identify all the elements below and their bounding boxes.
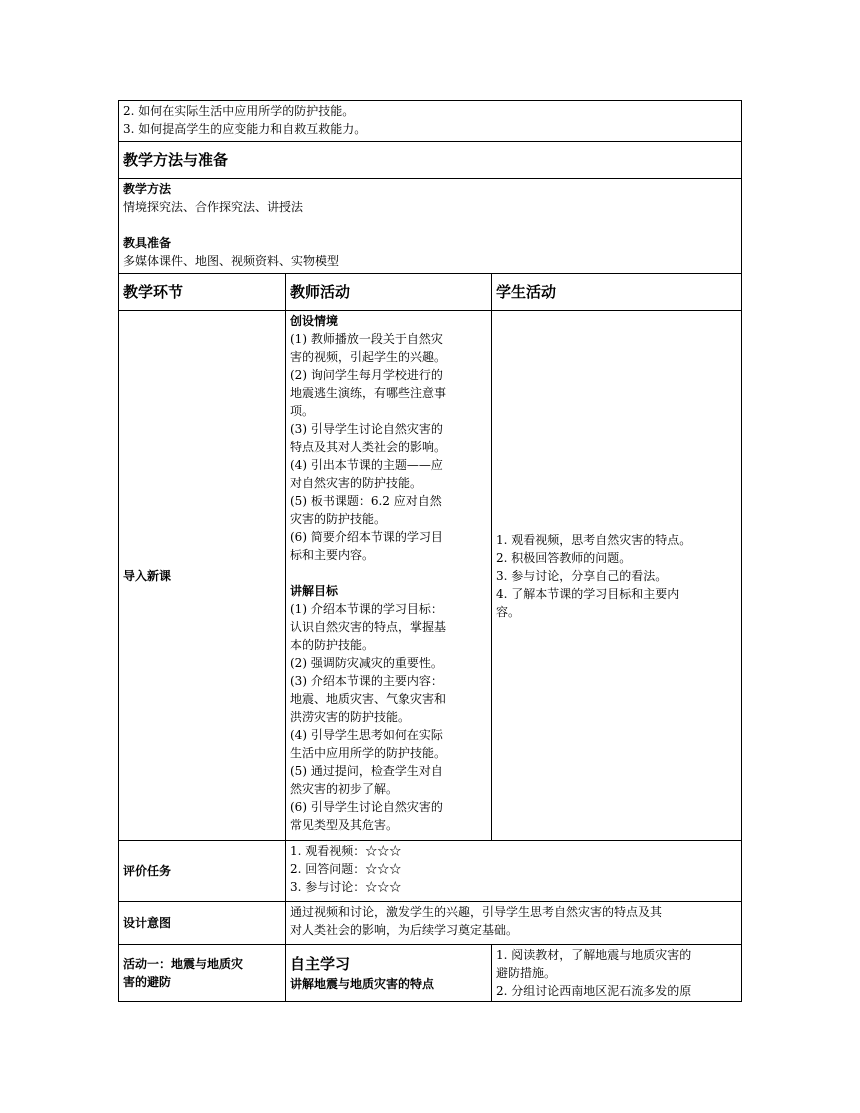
intro-teacher-cell bbox=[286, 311, 492, 841]
header-student bbox=[492, 274, 742, 311]
intro-part1-line: (1) 教师播放一段关于自然灾 bbox=[290, 332, 443, 346]
methods-header-row bbox=[119, 142, 742, 179]
intro-part2-line: 认识自然灾害的特点，掌握基 bbox=[290, 620, 447, 634]
intro-student-line: 2. 积极回答教师的问题。 bbox=[496, 550, 632, 565]
evaluation-label-cell bbox=[119, 841, 286, 902]
intro-part1-title: 创设情境 bbox=[290, 314, 339, 328]
activity1-teacher-title: 自主学习 bbox=[290, 955, 351, 973]
intro-student-line: 容。 bbox=[496, 604, 521, 619]
header-teacher bbox=[286, 274, 492, 311]
activity1-student-line: 2. 分组讨论西南地区泥石流多发的原 bbox=[496, 984, 692, 998]
difficulty-continuation-row bbox=[119, 101, 742, 142]
intro-part1-line: 灾害的防护技能。 bbox=[290, 512, 387, 526]
activity1-row bbox=[119, 945, 742, 1002]
intro-part1-line: (3) 引导学生讨论自然灾害的 bbox=[290, 422, 443, 436]
design-line: 通过视频和讨论，激发学生的兴趣，引导学生思考自然灾害的特点及其 bbox=[290, 905, 663, 919]
methods-section-title: 教学方法与准备 bbox=[123, 151, 229, 169]
intro-part1-line: (6) 简要介绍本节课的学习目 bbox=[290, 530, 443, 544]
intro-part2-line: 生活中应用所学的防护技能。 bbox=[290, 746, 447, 760]
activity1-student-cell bbox=[492, 945, 742, 1002]
intro-part1-line: (2) 询问学生每月学校进行的 bbox=[290, 368, 443, 382]
intro-part2-title: 讲解目标 bbox=[290, 584, 339, 598]
intro-part2-line: 洪涝灾害的防护技能。 bbox=[290, 710, 411, 724]
difficulty-line-3: 3. 如何提高学生的应变能力和自救互救能力。 bbox=[123, 122, 367, 136]
evaluation-line: 2. 回答问题：☆☆☆ bbox=[290, 862, 402, 876]
intro-part1-line: (4) 引出本节课的主题——应 bbox=[290, 458, 443, 472]
intro-part1-line: 标和主要内容。 bbox=[290, 548, 375, 562]
intro-part2-line: (5) 通过提问，检查学生对自 bbox=[290, 764, 443, 778]
intro-part1-line: 项。 bbox=[290, 404, 315, 418]
intro-part2-line: (1) 介绍本节课的学习目标： bbox=[290, 602, 443, 616]
intro-part1-line: 地震逃生演练，有哪些注意事 bbox=[290, 386, 447, 400]
design-row bbox=[119, 902, 742, 945]
column-header-row bbox=[119, 274, 742, 311]
header-stage-label: 教学环节 bbox=[123, 283, 184, 301]
difficulty-cell bbox=[119, 101, 742, 142]
evaluation-label: 评价任务 bbox=[123, 864, 172, 878]
intro-part2-line: 然灾害的初步了解。 bbox=[290, 782, 399, 796]
activity1-label-cell bbox=[119, 945, 286, 1002]
intro-part2-line: 常见类型及其危害。 bbox=[290, 818, 399, 832]
method-label: 教学方法 bbox=[123, 182, 172, 196]
intro-student-line: 3. 参与讨论，分享自己的看法。 bbox=[496, 568, 668, 583]
design-label: 设计意图 bbox=[123, 916, 172, 930]
evaluation-content-cell bbox=[286, 841, 742, 902]
tools-label: 教具准备 bbox=[123, 236, 172, 250]
intro-part1-line: 害的视频，引起学生的兴趣。 bbox=[290, 350, 447, 364]
intro-student-line: 4. 了解本节课的学习目标和主要内 bbox=[496, 586, 680, 601]
intro-part2-line: 地震、地质灾害、气象灾害和 bbox=[290, 692, 447, 706]
lesson-plan-page bbox=[118, 100, 741, 1002]
methods-content-cell bbox=[119, 179, 742, 274]
intro-part2-line: 本的防护技能。 bbox=[290, 638, 375, 652]
evaluation-row bbox=[119, 841, 742, 902]
activity1-teacher-cell bbox=[286, 945, 492, 1002]
design-content-cell bbox=[286, 902, 742, 945]
intro-stage-cell bbox=[119, 311, 286, 841]
intro-student-line: 1. 观看视频，思考自然灾害的特点。 bbox=[496, 532, 692, 547]
design-line: 对人类社会的影响，为后续学习奠定基础。 bbox=[290, 923, 519, 937]
intro-part1-line: 对自然灾害的防护技能。 bbox=[290, 476, 423, 490]
activity1-teacher-subtitle: 讲解地震与地质灾害的特点 bbox=[290, 977, 435, 991]
activity1-student-line: 避防措施。 bbox=[496, 966, 557, 980]
evaluation-line: 1. 观看视频：☆☆☆ bbox=[290, 844, 402, 858]
evaluation-line: 3. 参与讨论：☆☆☆ bbox=[290, 880, 402, 894]
intro-part2-line: (6) 引导学生讨论自然灾害的 bbox=[290, 800, 443, 814]
header-teacher-label: 教师活动 bbox=[290, 283, 351, 301]
methods-content-row bbox=[119, 179, 742, 274]
activity1-student-line: 1. 阅读教材，了解地震与地质灾害的 bbox=[496, 948, 692, 962]
intro-part1-line: 特点及其对人类社会的影响。 bbox=[290, 440, 447, 454]
intro-part2-line: (2) 强调防灾减灾的重要性。 bbox=[290, 656, 443, 670]
activity1-label-line: 活动一：地震与地质灾 bbox=[123, 957, 244, 971]
intro-part2-line: (4) 引导学生思考如何在实际 bbox=[290, 728, 443, 742]
difficulty-line-2: 2. 如何在实际生活中应用所学的防护技能。 bbox=[123, 104, 355, 118]
intro-row bbox=[119, 311, 742, 841]
tools-text: 多媒体课件、地图、视频资料、实物模型 bbox=[123, 254, 340, 268]
intro-stage-label: 导入新课 bbox=[123, 568, 172, 583]
methods-header-cell bbox=[119, 142, 742, 179]
design-label-cell bbox=[119, 902, 286, 945]
header-stage bbox=[119, 274, 286, 311]
method-text: 情境探究法、合作探究法、讲授法 bbox=[123, 200, 304, 214]
header-student-label: 学生活动 bbox=[496, 283, 557, 301]
activity1-label-line: 害的避防 bbox=[123, 975, 172, 989]
intro-part2-line: (3) 介绍本节课的主要内容： bbox=[290, 674, 443, 688]
lesson-plan-table bbox=[118, 100, 742, 1002]
intro-part1-line: (5) 板书课题：6.2 应对自然 bbox=[290, 494, 442, 508]
intro-student-cell bbox=[492, 311, 742, 841]
